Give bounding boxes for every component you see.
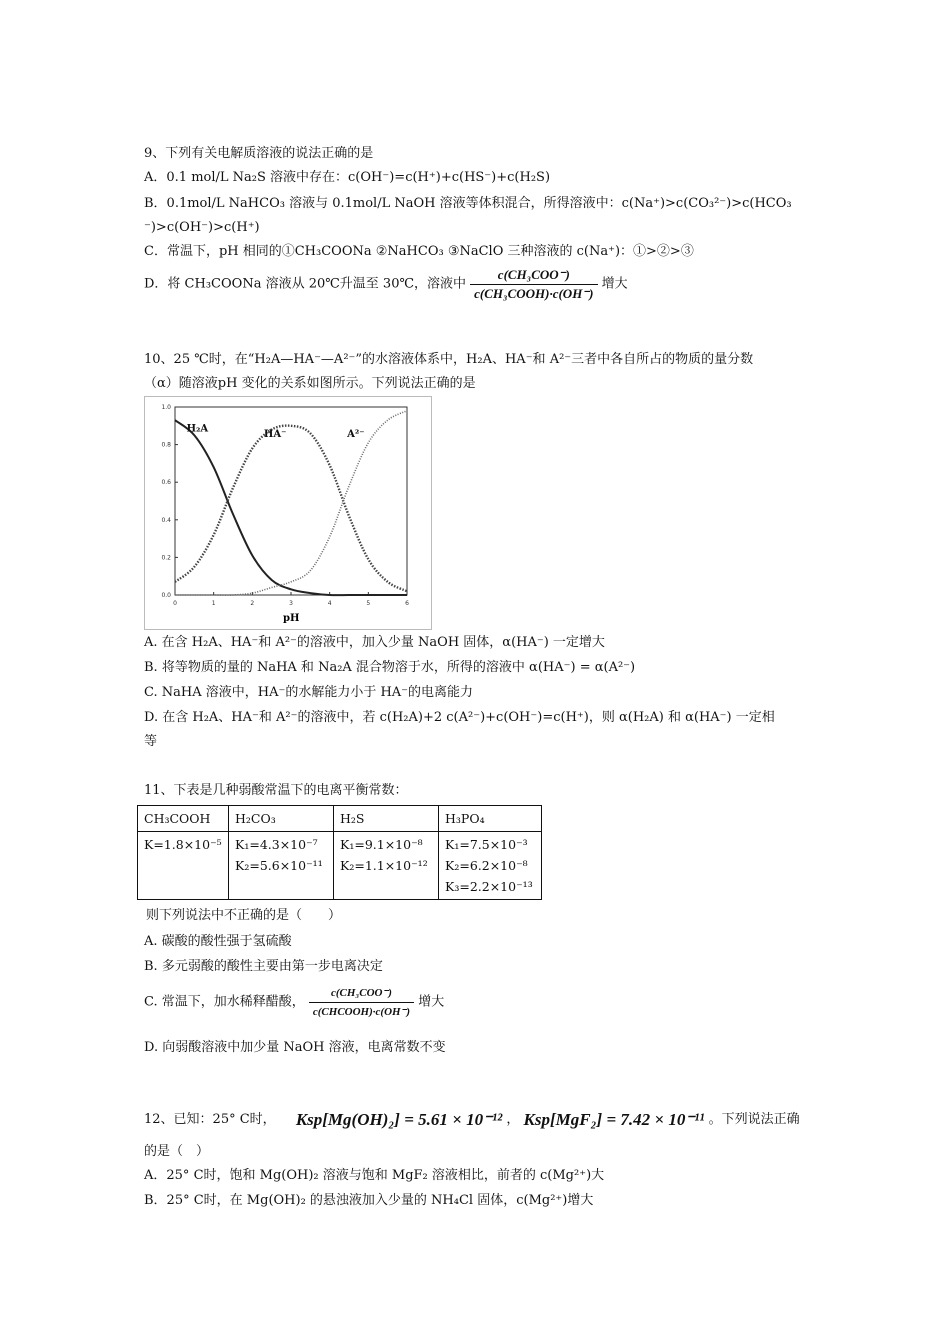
q9-option-b-line1: B．0.1mol/L NaHCO₃ 溶液与 0.1mol/L NaOH 溶液等体积混合，所得溶液中：c(Na⁺)>c(CO₃²⁻)>c(HCO₃ [144,196,792,211]
table-header-row [138,806,542,832]
q12-stem-line1 [144,1100,800,1140]
x-axis-label: pH [283,613,300,624]
q10-option-d-line2: 等 [144,734,158,749]
y-tick-label: 0.8 [161,441,171,449]
series-line [175,411,407,595]
q12-stem-line2: 的是（ ） [144,1144,210,1159]
table-header-cell: H₃PO₄ [439,806,542,832]
q11-option-c [144,984,444,1021]
q9-option-a: A．0.1 mol/L Na₂S 溶液中存在：c(OH⁻)=c(H⁺)+c(HS⁻)+c(H₂S) [144,170,551,185]
constant-value: K₃=2.2×10⁻¹³ [445,879,533,894]
q9-fraction [470,266,597,303]
q11-option-a: A. 碳酸的酸性强于氢硫酸 [144,934,292,949]
series-label: HA⁻ [263,429,287,441]
q12-stem-tail: 。下列说法正确 [708,1112,800,1127]
q11-option-d: D. 向弱酸溶液中加少量 NaOH 溶液，电离常数不变 [144,1040,446,1055]
constant-value: K₂=1.1×10⁻¹² [340,858,428,873]
table-cell [138,832,229,900]
table-cell [334,832,439,900]
y-tick-label: 0.4 [161,516,171,524]
table-row [138,832,542,900]
dissociation-constants-table [137,805,542,900]
q10-option-b: B. 将等物质的量的 NaHA 和 Na₂A 混合物溶于水，所得的溶液中 α(HA⁻) = α(A²⁻) [144,660,636,675]
y-tick-label: 0.0 [161,592,171,599]
q11-option-c-tail: 增大 [418,994,445,1010]
table-cell [439,832,542,900]
q12-ksp-mg-oh2-formula: Ksp[Mg(OH)₂] = 5.61 × 10⁻¹² [295,1110,503,1129]
x-tick-label: 4 [327,600,332,607]
q11-option-b: B. 多元弱酸的酸性主要由第一步电离决定 [144,959,383,974]
table-header-cell: CH₃COOH [138,806,229,832]
q10-chart-svg [145,397,431,629]
q9-fraction-denominator: c(CH₃COOH)·c(OH⁻) [474,286,594,301]
x-tick-label: 5 [366,600,371,607]
q12-ksp-mgf2-formula: Ksp[MgF₂] = 7.42 × 10⁻¹¹ [523,1110,705,1129]
q11-fraction-denominator: c(CHCOOH)·c(OH⁻) [312,1006,411,1018]
y-tick-label: 0.6 [161,479,171,487]
q10-stem-line1: 10、25 ℃时，在“H₂A—HA⁻—A²⁻”的水溶液体系中，H₂A、HA⁻和 A²⁻三者中各自所占的物质的量分数 [144,352,754,367]
q11-option-c-text: C. 常温下，加水稀释醋酸， [144,994,305,1010]
x-tick-label: 0 [173,600,177,607]
q12-option-a: A．25° C时，饱和 Mg(OH)₂ 溶液与饱和 MgF₂ 溶液相比，前者的 c(Mg²⁺)大 [144,1168,605,1183]
x-tick-label: 6 [405,600,409,607]
constant-value: K₂=5.6×10⁻¹¹ [235,858,323,873]
q11-fraction [309,984,414,1021]
constant-value: K₂=6.2×10⁻⁸ [445,858,528,873]
constant-value: K=1.8×10⁻⁵ [144,837,222,852]
y-tick-label: 0.2 [161,554,171,562]
q10-option-d-line1: D. 在含 H₂A、HA⁻和 A²⁻的溶液中，若 c(H₂A)+2 c(A²⁻)+c(OH⁻)=c(H⁺)，则 α(H₂A) 和 α(HA⁻) 一定相 [144,710,775,725]
table-cell [229,832,334,900]
q10-stem-line2: （α）随溶液pH 变化的关系如图所示。下列说法正确的是 [144,376,476,391]
q9-option-d-tail: 增大 [601,276,628,292]
x-tick-label: 2 [250,600,255,607]
q9-fraction-numerator: c(CH₃COO⁻) [470,266,597,285]
q10-option-a: A. 在含 H₂A、HA⁻和 A²⁻的溶液中，加入少量 NaOH 固体，α(HA⁻) 一定增大 [144,635,605,650]
x-tick-label: 1 [211,600,216,607]
q12-option-b: B．25° C时，在 Mg(OH)₂ 的悬浊液加入少量的 NH₄Cl 固体，c(Mg²⁺)增大 [144,1193,594,1208]
series-line [175,426,407,592]
q11-stem: 11、下表是几种弱酸常温下的电离平衡常数： [144,783,408,798]
q12-separator: ， [506,1112,520,1127]
constant-value: K₁=7.5×10⁻³ [445,837,528,852]
constant-value: K₁=4.3×10⁻⁷ [235,837,318,852]
q9-stem: 9、下列有关电解质溶液的说法正确的是 [144,146,374,161]
q12-stem-text: 12、已知：25° C时， [144,1112,276,1127]
q9-option-c: C．常温下，pH 相同的①CH₃COONa ②NaHCO₃ ③NaClO 三种溶液的 c(Na⁺)：①>②>③ [144,244,694,259]
q9-option-d [144,266,628,303]
table-header-cell: H₂S [334,806,439,832]
table-header-cell: H₂CO₃ [229,806,334,832]
y-tick-label: 1.0 [161,404,171,411]
x-tick-label: 3 [289,600,293,607]
q11-ask: 则下列说法中不正确的是（ ） [146,908,342,923]
constant-value: K₁=9.1×10⁻⁸ [340,837,423,852]
q9-option-b-line2: ⁻)>c(OH⁻)>c(H⁺) [144,220,260,235]
series-line [175,420,407,595]
q10-option-c: C. NaHA 溶液中，HA⁻的水解能力小于 HA⁻的电离能力 [144,685,474,700]
q9-option-d-text: D．将 CH₃COONa 溶液从 20℃升温至 30℃，溶液中 [144,276,467,292]
q10-chart [144,396,432,630]
q11-fraction-numerator: c(CH₃COO⁻) [309,984,414,1003]
series-label: A²⁻ [347,429,365,441]
series-label: H₂A [186,423,209,435]
